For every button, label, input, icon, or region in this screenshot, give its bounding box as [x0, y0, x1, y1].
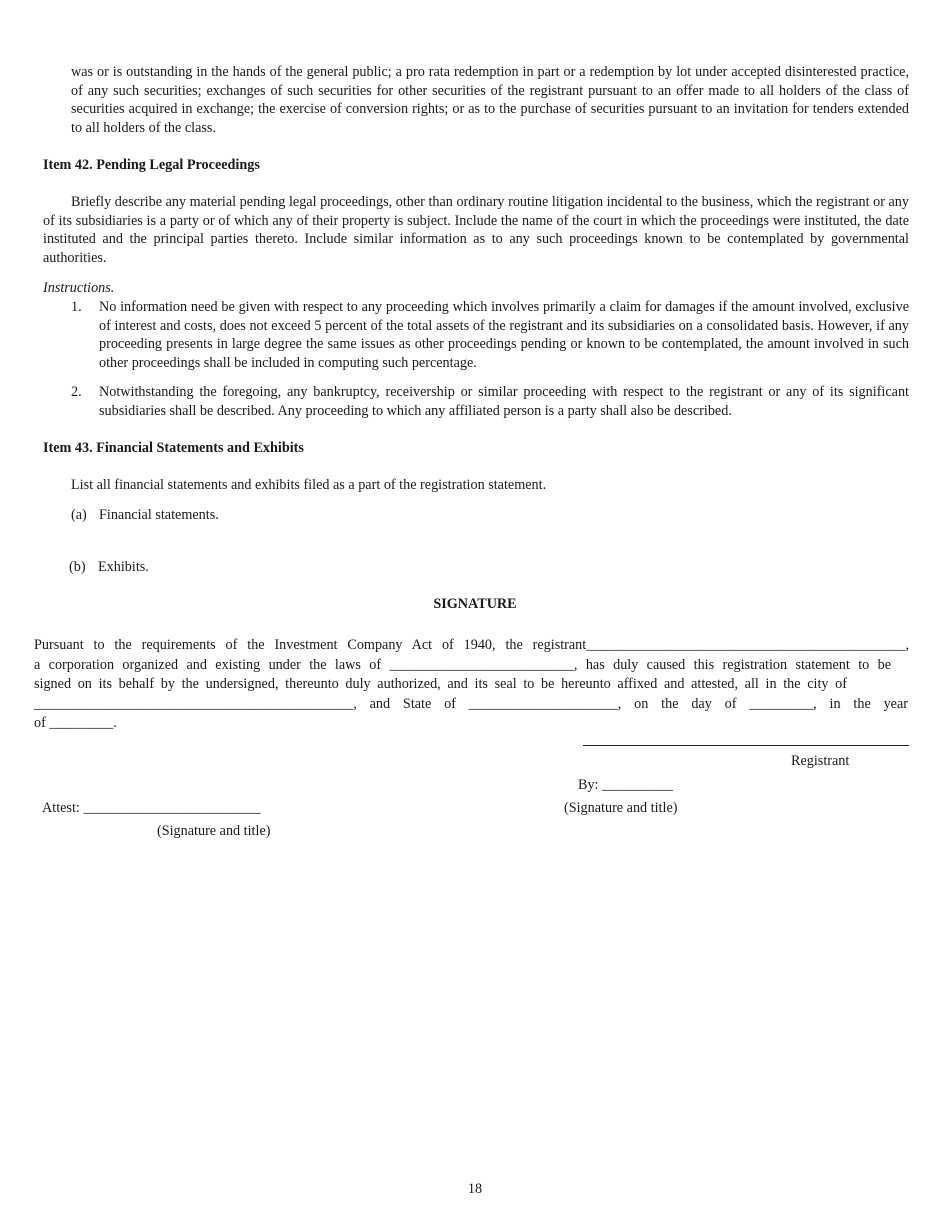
item42-body-paragraph: Briefly describe any material pending legal proceedings, other than ordinary routine litigation incidental to the business, which the registrant or any of its subsidiaries is a party or of which any of their property is subject. Include the name of the court in which the proceedings were instituted, the date instituted and the principal parties thereto. Include similar information as to any such proceedings known to be contemplated by governmental authorities. — [43, 194, 909, 266]
instructions-label: Instructions. — [43, 280, 115, 296]
registrant-signature-line — [583, 745, 909, 746]
attest-signature-caption: (Signature and title) — [157, 823, 271, 839]
signature-heading: SIGNATURE — [433, 596, 517, 612]
instruction-text: Notwithstanding the foregoing, any bankruptcy, receivership or similar proceeding with respect to the registrant or any of its significant subsidiaries shall be described. Any proceeding to which any affiliated person is a party shall also be described. — [99, 384, 909, 419]
financial-statements-label: (a) — [71, 507, 87, 523]
signature-paragraph-line: a corporation organized and existing under the laws of __________________________, has duly caused this registration statement to be — [34, 657, 891, 673]
attest-signature-field: Attest: _________________________ — [42, 800, 261, 816]
item43-heading: Item 43. Financial Statements and Exhibits — [43, 440, 304, 456]
item41-continuation-paragraph: was or is outstanding in the hands of the general public; a pro rata redemption in part or a redemption by lot under accepted disinterested practice, of any such securities; exchanges of such securities for other securities of the registrant pursuant to an offer made to all holders of the class of securities acquired in exchange; the exercise of conversion rights; or as to the purchase of securities pursuant to an invitation for tenders extended to all holders of the class. — [71, 64, 909, 136]
exhibits-label: (b) — [69, 559, 86, 575]
instruction-number: 1. — [71, 299, 82, 315]
signature-paragraph-line: signed on its behalf by the undersigned, thereunto duly authorized, and its seal to be hereunto affixed and attested, all in the city of — [34, 676, 847, 692]
item43-body-paragraph: List all financial statements and exhibits filed as a part of the registration statement. — [71, 477, 547, 493]
financial-statements-text: Financial statements. — [99, 507, 219, 523]
item42-heading: Item 42. Pending Legal Proceedings — [43, 157, 260, 173]
signature-paragraph-line: of _________. — [34, 715, 117, 731]
signature-paragraph-line: _____________________________________________, and State of _____________________, on the day of _________, in the year — [34, 696, 908, 712]
page-number: 18 — [467, 1181, 483, 1197]
by-signature-caption: (Signature and title) — [564, 800, 678, 816]
by-signature-field: By: __________ — [578, 777, 673, 793]
instruction-text: No information need be given with respect to any proceeding which involves primarily a claim for damages if the amount involved, exclusive of interest and costs, does not exceed 5 percent of the total assets of the registrant and its subsidiaries on a consolidated basis. However, if any proceeding presents in large degree the same issues as other proceedings pending or known to be contemplated, the amount involved in such other proceedings shall be included in computing such percentage. — [99, 299, 909, 371]
instruction-number: 2. — [71, 384, 82, 400]
signature-paragraph-line: Pursuant to the requirements of the Investment Company Act of 1940, the registrant_____________________________________________, — [34, 637, 909, 653]
registrant-label: Registrant — [791, 753, 850, 769]
exhibits-text: Exhibits. — [98, 559, 149, 575]
